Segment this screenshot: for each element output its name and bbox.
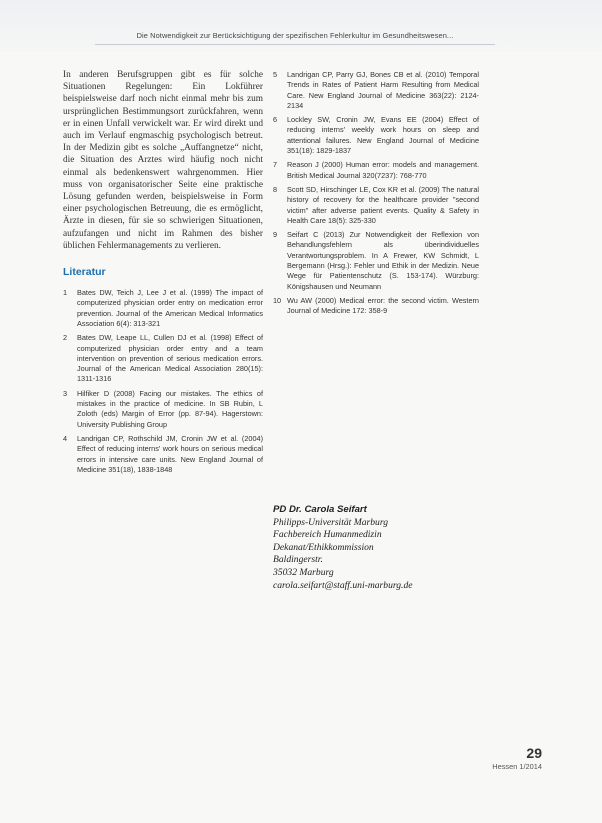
reference-item xyxy=(63,434,263,475)
reference-text: Bates DW, Teich J, Lee J et al. (1999) The impact of computerized physician order entry on medication error prevention. Journal of the American Medical Informatics Association 6(4): 313-321 xyxy=(77,288,263,328)
reference-item xyxy=(63,333,263,384)
reference-number: 10 xyxy=(273,295,282,305)
header-rule xyxy=(95,44,495,45)
reference-number: 3 xyxy=(63,388,68,398)
reference-text: Reason J (2000) Human error: models and management. British Medical Journal 320(7237): 768-770 xyxy=(287,160,479,180)
literature-heading: Literatur xyxy=(63,266,106,279)
page-number: 29 xyxy=(526,745,542,761)
reference-text: Landrigan CP, Parry GJ, Bones CB et al. (2010) Temporal Trends in Rates of Patient Harm Resulting from Medical Care. New England Journal of Medicine 363(22): 2124-2134 xyxy=(287,70,479,110)
reference-item xyxy=(63,389,263,430)
reference-number: 6 xyxy=(273,115,278,125)
author-institution: Philipps-Universität Marburg xyxy=(273,516,389,528)
reference-number: 1 xyxy=(63,288,68,298)
author-department: Fachbereich Humanmedizin xyxy=(273,529,382,541)
reference-item xyxy=(63,288,263,329)
reference-item xyxy=(273,160,479,181)
reference-text: Lockley SW, Cronin JW, Evans EE (2004) Effect of reducing interns' weekly work hours on sleep and attentional failures. New England Journal of Medicine 351(18): 1829-1837 xyxy=(287,115,479,156)
right-column xyxy=(273,70,479,321)
author-office: Dekanat/Ethikkommission xyxy=(273,541,374,553)
reference-text: Wu AW (2000) Medical error: the second victim. Western Journal of Medicine 172: 358-9 xyxy=(287,295,479,316)
reference-number: 8 xyxy=(273,184,278,194)
reference-text: Seifart C (2013) Zur Notwendigkeit der Reflexion von Behandlungsfehlern als überindividuelles Verantwortungsproblem. In A Frewer, KW Schmidt, L Bergemann (Hrsg.): Fehler und Ethik in der Medizin. Neue Wege für Patientenschutz (S. 153-174). Würzburg: Königshausen und Neumann xyxy=(287,230,479,291)
left-column xyxy=(63,69,263,479)
reference-number: 4 xyxy=(63,433,68,443)
reference-number: 5 xyxy=(273,70,278,79)
author-name: PD Dr. Carola Seifart xyxy=(273,504,367,515)
reference-item xyxy=(273,185,479,226)
reference-number: 9 xyxy=(273,230,278,240)
reference-list-right xyxy=(273,70,479,317)
reference-text: Landrigan CP, Rothschild JM, Cronin JW et al. (2004) Effect of reducing interns' work hours on serious medical errors in intensive care units. New England Journal of Medicine 351(18), 1838-1848 xyxy=(77,433,263,474)
author-street: Baldingerstr. xyxy=(273,554,323,566)
reference-item xyxy=(273,230,479,292)
reference-item xyxy=(273,296,479,317)
author-address xyxy=(273,504,493,592)
running-title: Die Notwendigkeit zur Berücksichtigung der spezifischen Fehlerkultur im Gesundheitswesen... xyxy=(136,31,454,40)
reference-number: 2 xyxy=(63,333,68,343)
reference-item xyxy=(273,115,479,156)
body-paragraph: In anderen Berufsgruppen gibt es für solche Situationen Regelungen: Ein Lokführer beispielsweise darf noch nicht einmal mehr bis zum ursprünglichen Bestimmungsort zurückfahren, wenn er in einen Unfall verwickelt war. Er wird direkt und auch im Verlauf engmaschig psychologisch betreut. In der Medizin gibt es solche „Auffangnetze“ nicht, die Situation des Arztes wird häufig noch nicht einmal als bedenkenswert wahrgenommen. Hier muss von organisatorischer Seite eine praktische Lösung gefunden werden, beispielsweise in Form einer psychologischen Betreuung, die es ermöglicht, Ärzte in diesen, für sie so schwierigen Situationen, aufzufangen und nicht im Rahmen des bisher üblichen Fehlermanagements zu verlieren. xyxy=(63,70,263,251)
issue-label: Hessen 1/2014 xyxy=(492,762,542,771)
reference-text: Scott SD, Hirschinger LE, Cox KR et al. (2009) The natural history of recovery for the healthcare provider "second victim" after adverse patient events. Quality & Safety in Health Care 18(5): 325-330 xyxy=(287,184,479,225)
author-city: 35032 Marburg xyxy=(273,566,334,578)
reference-text: Bates DW, Leape LL, Cullen DJ et al. (1998) Effect of computerized physician order entry and a team intervention on prevention of serious medication errors. Journal of the American Medical Association 280(15): 1311-1316 xyxy=(77,333,263,384)
reference-number: 7 xyxy=(273,160,278,170)
author-email[interactable]: carola.seifart@staff.uni-marburg.de xyxy=(273,579,413,591)
reference-list-left xyxy=(63,288,263,475)
reference-text: Hilfiker D (2008) Facing our mistakes. The ethics of mistakes in the practice of medicine. In SB Rubin, L Zoloth (eds) Margin of Error (pp. 87-94). Hagerstown: University Publishing Group xyxy=(77,388,263,429)
reference-item xyxy=(273,70,479,111)
